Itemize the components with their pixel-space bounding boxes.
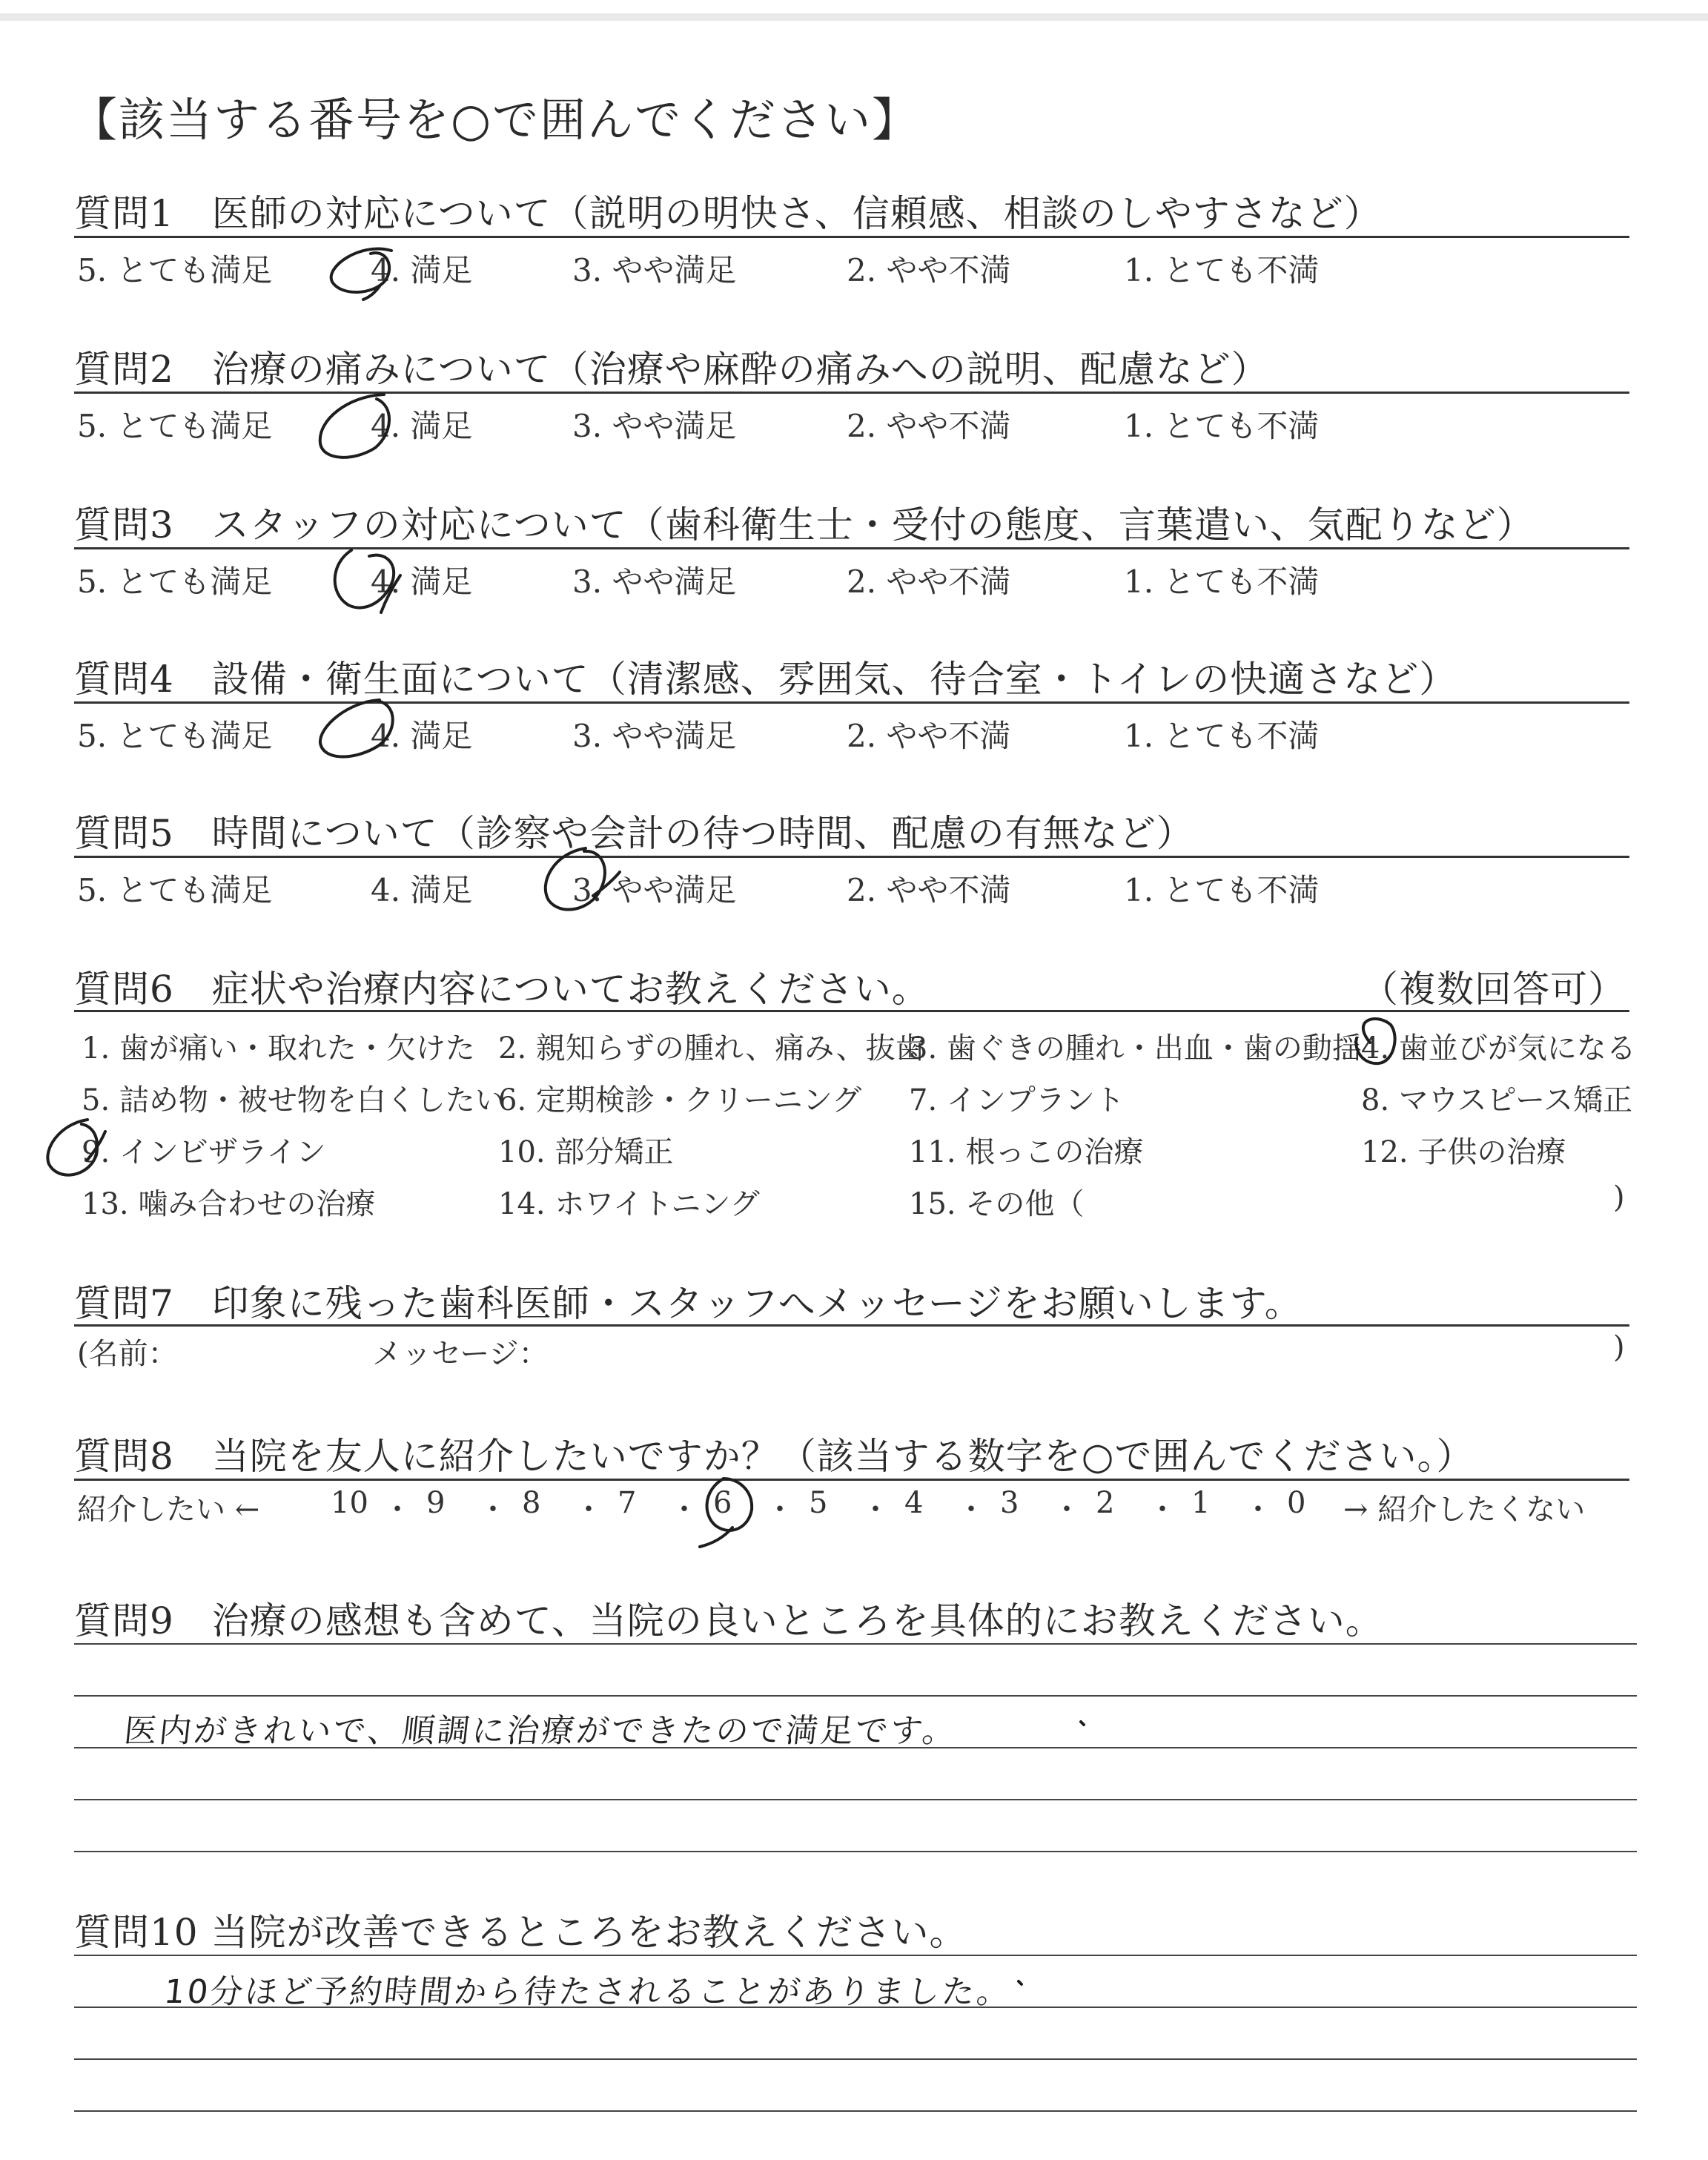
q7-name-field[interactable] <box>178 1327 348 1369</box>
q8-left-label: 紹介したい ← <box>77 1493 260 1527</box>
q10-answer-end-dot <box>1019 1981 1022 1984</box>
q8-scale-10[interactable]: 10 <box>331 1486 368 1520</box>
q8-scale-separator: ・ <box>478 1493 508 1527</box>
q4-option-3[interactable]: 3. やや満足 <box>572 718 737 754</box>
q8-scale-1[interactable]: 1 <box>1191 1486 1211 1520</box>
q1-option-2[interactable]: 2. やや不満 <box>847 252 1011 288</box>
q3-option-5[interactable]: 5. とても満足 <box>77 564 273 600</box>
q4-option-5[interactable]: 5. とても満足 <box>77 718 273 754</box>
question-1-title: 質問1 医師の対応について（説明の明快さ、信頼感、相談のしやすさなど） <box>74 192 1382 235</box>
q6-option-15[interactable]: 15. その他（ <box>909 1187 1085 1221</box>
q6-option-3[interactable]: 3. 歯ぐきの腫れ・出血・歯の動揺 <box>909 1031 1362 1066</box>
question-6-note: （複数回答可） <box>1361 968 1626 1011</box>
q4-option-2[interactable]: 2. やや不満 <box>847 718 1011 754</box>
q4-option-1[interactable]: 1. とても不満 <box>1124 718 1320 754</box>
q10-line-1 <box>74 1955 1637 1956</box>
q10-line-3 <box>74 2058 1637 2060</box>
q6-option-5[interactable]: 5. 詰め物・被せ物を白くしたい <box>82 1083 505 1117</box>
q8-scale-separator: ・ <box>669 1493 699 1527</box>
question-8-rule <box>74 1479 1629 1481</box>
q8-scale-separator: ・ <box>861 1493 890 1527</box>
q5-option-3[interactable]: 3. やや満足 <box>572 872 737 908</box>
q6-option-13[interactable]: 13. 噛み合わせの治療 <box>82 1187 376 1221</box>
q8-scale-separator: ・ <box>1243 1493 1273 1527</box>
q6-option-14[interactable]: 14. ホワイトニング <box>498 1187 760 1221</box>
question-4-title: 質問4 設備・衛生面について（清潔感、雰囲気、待合室・トイレの快適さなど） <box>74 658 1457 701</box>
q1-option-5[interactable]: 5. とても満足 <box>77 252 273 288</box>
q8-scale-6[interactable]: 6 <box>713 1486 732 1520</box>
q2-option-4[interactable]: 4. 満足 <box>371 408 473 444</box>
q6-option-11[interactable]: 11. 根っこの治療 <box>909 1135 1144 1169</box>
q5-option-1[interactable]: 1. とても不満 <box>1124 872 1320 908</box>
q7-name-label: (名前： <box>77 1337 178 1371</box>
q9-line-4 <box>74 1799 1637 1800</box>
q8-scale-separator: ・ <box>383 1493 412 1527</box>
question-7-title: 質問7 印象に残った歯科医師・スタッフへメッセージをお願いします。 <box>74 1282 1302 1325</box>
question-8-title: 質問8 当院を友人に紹介したいですか？（該当する数字を○で囲んでください。） <box>74 1435 1474 1478</box>
scan-edge <box>0 13 1708 21</box>
q9-answer-end-dot <box>1081 1722 1084 1725</box>
q8-scale-7[interactable]: 7 <box>618 1486 637 1520</box>
q1-option-1[interactable]: 1. とても不満 <box>1124 252 1320 288</box>
question-6-rule <box>74 1010 1629 1012</box>
q8-scale-separator: ・ <box>1052 1493 1082 1527</box>
q5-option-2[interactable]: 2. やや不満 <box>847 872 1011 908</box>
q8-scale-9[interactable]: 9 <box>426 1486 446 1520</box>
q5-option-4[interactable]: 4. 満足 <box>371 872 473 908</box>
question-3-title: 質問3 スタッフの対応について（歯科衛生士・受付の態度、言葉遣い、気配りなど） <box>74 503 1535 546</box>
q7-close: ) <box>1613 1330 1625 1364</box>
q8-scale-5[interactable]: 5 <box>809 1486 828 1520</box>
question-10-title: 質問10 当院が改善できるところをお教えください。 <box>74 1911 967 1954</box>
q8-scale-3[interactable]: 3 <box>1000 1486 1019 1520</box>
q6-option-1[interactable]: 1. 歯が痛い・取れた・欠けた <box>82 1031 475 1066</box>
question-5-title: 質問5 時間について（診察や会計の待つ時間、配慮の有無など） <box>74 812 1194 855</box>
q9-line-2 <box>74 1695 1637 1697</box>
q1-option-4[interactable]: 4. 満足 <box>371 252 473 288</box>
question-4-rule <box>74 701 1629 704</box>
q2-option-1[interactable]: 1. とても不満 <box>1124 408 1320 444</box>
q9-line-5 <box>74 1851 1637 1852</box>
q8-scale-separator: ・ <box>765 1493 795 1527</box>
question-7-rule <box>74 1324 1629 1327</box>
q3-option-3[interactable]: 3. やや満足 <box>572 564 737 600</box>
q6-other-close: ) <box>1613 1180 1625 1215</box>
q1-option-3[interactable]: 3. やや満足 <box>572 252 737 288</box>
q6-option-4[interactable]: 4. 歯並びが気になる <box>1361 1031 1636 1066</box>
q2-option-5[interactable]: 5. とても満足 <box>77 408 273 444</box>
q6-option-8[interactable]: 8. マウスピース矯正 <box>1361 1083 1633 1117</box>
q3-option-2[interactable]: 2. やや不満 <box>847 564 1011 600</box>
question-6-title: 質問6 症状や治療内容についてお教えください。 <box>74 968 930 1011</box>
q4-option-4[interactable]: 4. 満足 <box>371 718 473 754</box>
q8-right-label: → 紹介したくない <box>1343 1493 1586 1527</box>
q7-message-label: メッセージ： <box>372 1337 549 1371</box>
q8-scale-separator: ・ <box>1148 1493 1177 1527</box>
question-1-rule <box>74 236 1629 238</box>
q8-scale-4[interactable]: 4 <box>904 1486 924 1520</box>
q5-option-5[interactable]: 5. とても満足 <box>77 872 273 908</box>
q2-option-2[interactable]: 2. やや不満 <box>847 408 1011 444</box>
question-2-rule <box>74 392 1629 394</box>
q9-answer[interactable]: 医内がきれいで、順調に治療ができたので満足です。 <box>122 1712 959 1750</box>
q6-option-7[interactable]: 7. インプラント <box>909 1083 1125 1117</box>
q6-option-6[interactable]: 6. 定期検診・クリーニング <box>498 1083 862 1117</box>
q9-line-1 <box>74 1643 1637 1645</box>
q10-line-4 <box>74 2110 1637 2112</box>
q3-option-1[interactable]: 1. とても不満 <box>1124 564 1320 600</box>
q8-scale-8[interactable]: 8 <box>522 1486 541 1520</box>
page-title: 【該当する番号を○で囲んでください】 <box>71 93 920 147</box>
q6-option-9[interactable]: 9. インビザライン <box>82 1135 326 1169</box>
question-9-title: 質問9 治療の感想も含めて、当院の良いところを具体的にお教えください。 <box>74 1599 1383 1642</box>
q8-scale-separator: ・ <box>574 1493 603 1527</box>
q6-option-2[interactable]: 2. 親知らずの腫れ、痛み、抜歯 <box>498 1031 925 1066</box>
q6-option-12[interactable]: 12. 子供の治療 <box>1361 1135 1566 1169</box>
q3-option-4[interactable]: 4. 満足 <box>371 564 473 600</box>
q8-scale-0[interactable]: 0 <box>1287 1486 1306 1520</box>
q8-scale-separator: ・ <box>956 1493 986 1527</box>
q2-option-3[interactable]: 3. やや満足 <box>572 408 737 444</box>
q8-scale-2[interactable]: 2 <box>1096 1486 1115 1520</box>
q7-message-field[interactable] <box>563 1327 1601 1369</box>
question-2-title: 質問2 治療の痛みについて（治療や麻酔の痛みへの説明、配慮など） <box>74 348 1269 391</box>
q10-answer[interactable]: 10分ほど予約時間から待たされることがありました。 <box>162 1973 1014 2011</box>
q6-option-10[interactable]: 10. 部分矯正 <box>498 1135 674 1169</box>
question-5-rule <box>74 856 1629 858</box>
question-3-rule <box>74 547 1629 549</box>
